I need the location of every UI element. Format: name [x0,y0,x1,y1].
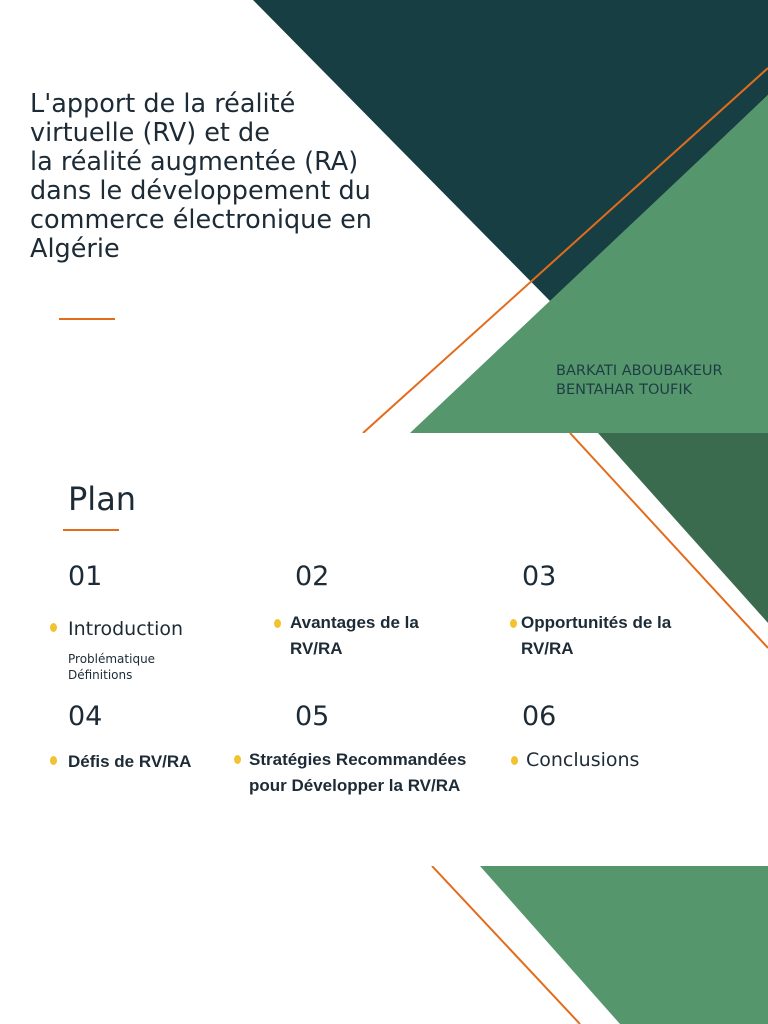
item-number: 03 [522,561,557,592]
title-underline [59,318,115,320]
title-line: L'apport de la réalité [30,89,296,119]
title-line: virtuelle (RV) et de [30,118,270,148]
item-sublabel: Problématique [68,652,156,666]
item-sublabel: Définitions [68,668,133,682]
plan-underline [63,529,119,531]
item-number: 01 [68,561,103,592]
bullet-dot-icon [511,756,518,765]
item-number: 05 [295,701,330,732]
plan-slide [0,433,768,866]
bullet-dot-icon [234,755,241,764]
bullet-dot-icon [510,619,517,628]
author-name: BENTAHAR TOUFIK [556,382,693,398]
item-label: Avantages de la RV/RA [290,613,419,658]
title-line: Algérie [30,234,120,264]
bullet-dot-icon [50,623,57,632]
authors [556,362,723,400]
item-number: 06 [522,701,557,732]
item-label: Conclusions [526,749,640,771]
title-slide [0,0,768,433]
title-line: la réalité augmentée (RA) [30,147,359,177]
item-label: Opportunités de la RV/RA [521,613,672,658]
title-line: dans le développement du [30,176,371,206]
plan-heading: Plan [68,480,137,518]
next-slide-preview [0,866,768,1024]
item-number: 04 [68,701,103,732]
title-line: commerce électronique en [30,205,372,235]
presentation-title [30,90,460,264]
green-triangle [480,866,768,1024]
item-label: Stratégies Recommandées pour Développer la RV/RA [249,750,467,795]
item-number: 02 [295,561,330,592]
next-slide-decoration [0,866,768,1024]
dark-green-triangle [598,433,768,623]
bullet-dot-icon [50,756,57,765]
item-label: Introduction [68,618,184,640]
author-name: BARKATI ABOUBAKEUR [556,363,723,379]
bullet-dot-icon [274,619,281,628]
item-label: Défis de RV/RA [68,752,192,771]
